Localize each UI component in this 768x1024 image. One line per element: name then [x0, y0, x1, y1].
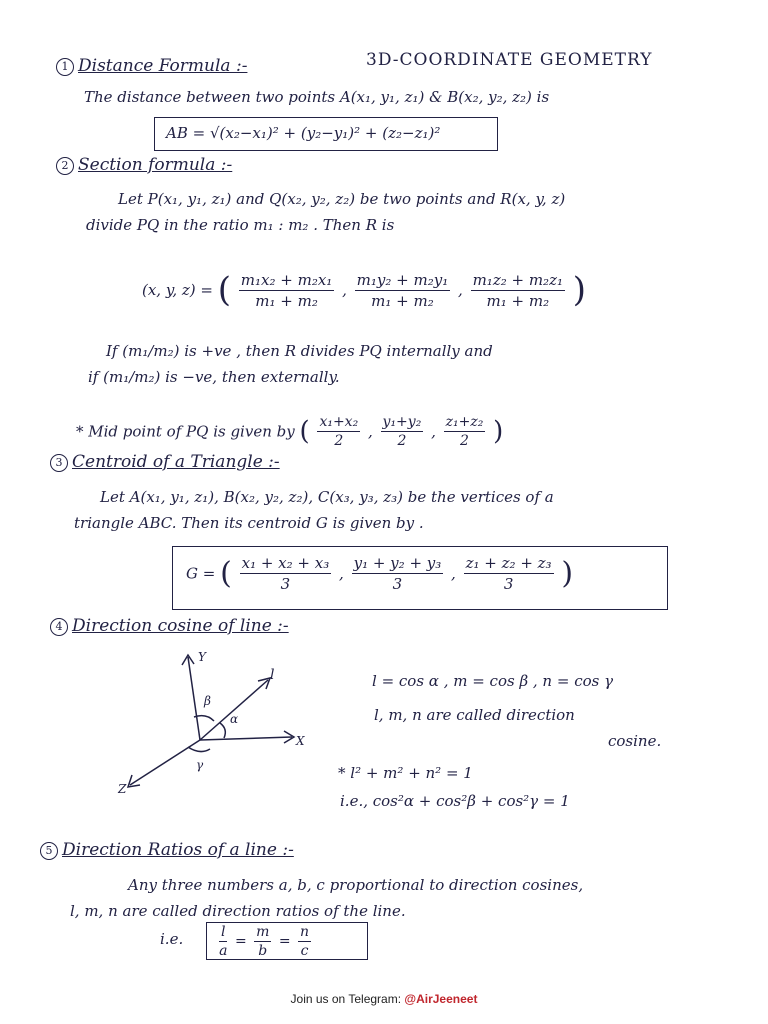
section-3-line-2: triangle ABC. Then its centroid G is given by .: [74, 514, 424, 532]
section-formula: (x, y, z) = ( $\frac{\text{m₁x₂ + m₂x₁}}{\text{m₁ + m₂}}$ , $\frac{\text{m₁y₂ + m₂y₁}}{\text{m₁ + m₂}}$ , $\frac{\text{m₁z₂ + m₂z₁}}{\text{m₁ + m₂}}$ ): [142, 270, 587, 310]
z-axis-arrow: [128, 775, 140, 787]
section-5-heading: [40, 840, 294, 860]
centroid-lhs: G =: [186, 564, 216, 583]
direction-cosine-eq-3: cosine.: [608, 732, 662, 750]
section-1-title: Distance Formula :-: [78, 56, 248, 76]
section-1-heading: [56, 56, 247, 76]
x-axis-label: X: [296, 734, 305, 748]
y-axis-label: Y: [198, 650, 206, 664]
gamma-label: γ: [196, 758, 204, 772]
direction-ratio-formula: $\frac{l}{a}$ = $\frac{m}{b}$ = $\frac{n}{c}$: [219, 924, 310, 959]
section-2-title: Section formula :-: [78, 155, 233, 175]
direction-cosine-diagram: [110, 645, 330, 805]
section-2-note-2: if (m₁/m₂) is −ve, then externally.: [88, 368, 340, 386]
section-4-number: 4: [50, 618, 68, 636]
midpoint-text: * Mid point of PQ is given by: [76, 422, 295, 441]
centroid-fraction-z: $\frac{\text{z₁ + z₂ + z₃}}{3}$: [465, 554, 552, 593]
ratio-fraction-m: $\frac{m}{b}$: [256, 924, 270, 959]
alpha-label: α: [230, 712, 239, 726]
section-5-title: Direction Ratios of a line :-: [62, 840, 294, 860]
section-3-title: Centroid of a Triangle :-: [72, 452, 280, 472]
x-axis-line: [200, 737, 292, 740]
section-2-line-1: Let P(x₁, y₁, z₁) and Q(x₂, y₂, z₂) be two points and R(x, y, z): [118, 190, 566, 208]
direction-cosine-identity-2: i.e., cos²α + cos²β + cos²γ = 1: [340, 792, 570, 810]
midpoint-fraction-y: $\frac{\text{y₁+y₂}}{2}$: [382, 414, 422, 449]
section-3-line-1: Let A(x₁, y₁, z₁), B(x₂, y₂, z₂), C(x₃, y₃, z₃) be the vertices of a: [100, 488, 554, 506]
section-2-number: 2: [56, 157, 74, 175]
direction-cosine-identity: * l² + m² + n² = 1: [338, 764, 473, 782]
centroid-formula: G = ( $\frac{\text{x₁ + x₂ + x₃}}{3}$ , $\frac{\text{y₁ + y₂ + y₃}}{3}$ , $\frac{\text{z₁ + z₂ + z₃}}{3}$ ): [186, 554, 574, 593]
section-3-number: 3: [50, 454, 68, 472]
section-2-note-1: If (m₁/m₂) is +ve , then R divides PQ internally and: [106, 342, 493, 360]
section-fraction-x: $\frac{\text{m₁x₂ + m₂x₁}}{\text{m₁ + m₂}}$: [240, 270, 333, 310]
beta-label: β: [204, 694, 211, 708]
distance-formula-lhs: AB =: [166, 124, 206, 142]
section-formula-lhs: (x, y, z) =: [142, 281, 213, 299]
y-axis-line: [188, 657, 200, 740]
centroid-fraction-x: $\frac{\text{x₁ + x₂ + x₃}}{3}$: [241, 554, 330, 593]
z-axis-line: [130, 740, 200, 785]
ratio-ie: i.e.: [160, 930, 184, 948]
section-5-line-2: l, m, n are called direction ratios of the line.: [70, 902, 406, 920]
z-axis-label: Z: [118, 782, 127, 796]
footer-text: Join us on Telegram:: [290, 992, 405, 1006]
section-2-heading: [56, 155, 232, 175]
section-2-line-2: divide PQ in the ratio m₁ : m₂ . Then R is: [86, 216, 395, 234]
distance-formula: [166, 124, 440, 142]
midpoint-formula: * Mid point of PQ is given by ( $\frac{\text{x₁+x₂}}{2}$ , $\frac{\text{y₁+y₂}}{2}$ , $\frac{\text{z₁+z₂}}{2}$ ): [76, 414, 504, 449]
ratio-fraction-l: $\frac{l}{a}$: [219, 924, 228, 959]
centroid-fraction-y: $\frac{\text{y₁ + y₂ + y₃}}{3}$: [353, 554, 442, 593]
alpha-arc: [220, 723, 225, 738]
direction-cosine-eq-2: l, m, n are called direction: [374, 706, 575, 724]
section-5-number: 5: [40, 842, 58, 860]
direction-cosine-eq-1: l = cos α , m = cos β , n = cos γ: [372, 672, 614, 690]
section-1-number: 1: [56, 58, 74, 76]
direction-line: [200, 680, 268, 740]
telegram-handle-link[interactable]: @AirJeeneet: [404, 992, 478, 1006]
footer: [0, 992, 768, 1006]
section-fraction-y: $\frac{\text{m₁y₂ + m₂y₁}}{\text{m₁ + m₂}}$: [356, 270, 449, 310]
section-5-line-1: Any three numbers a, b, c proportional to direction cosines,: [128, 876, 584, 894]
page-title: 3D-COORDINATE GEOMETRY: [366, 50, 653, 70]
gamma-arc: [188, 747, 210, 752]
section-4-title: Direction cosine of line :-: [72, 616, 289, 636]
section-fraction-z: $\frac{\text{m₁z₂ + m₂z₁}}{\text{m₁ + m₂}}$: [472, 270, 563, 310]
distance-formula-rhs: √(x₂−x₁)² + (y₂−y₁)² + (z₂−z₁)²: [209, 124, 441, 142]
midpoint-fraction-x: $\frac{\text{x₁+x₂}}{2}$: [319, 414, 359, 449]
section-4-heading: [50, 616, 289, 636]
midpoint-fraction-z: $\frac{\text{z₁+z₂}}{2}$: [445, 414, 484, 449]
section-1-text: The distance between two points A(x₁, y₁, z₁) & B(x₂, y₂, z₂) is: [84, 88, 550, 106]
section-3-heading: [50, 452, 280, 472]
ratio-fraction-n: $\frac{n}{c}$: [300, 924, 310, 959]
direction-line-label: l: [270, 667, 275, 683]
